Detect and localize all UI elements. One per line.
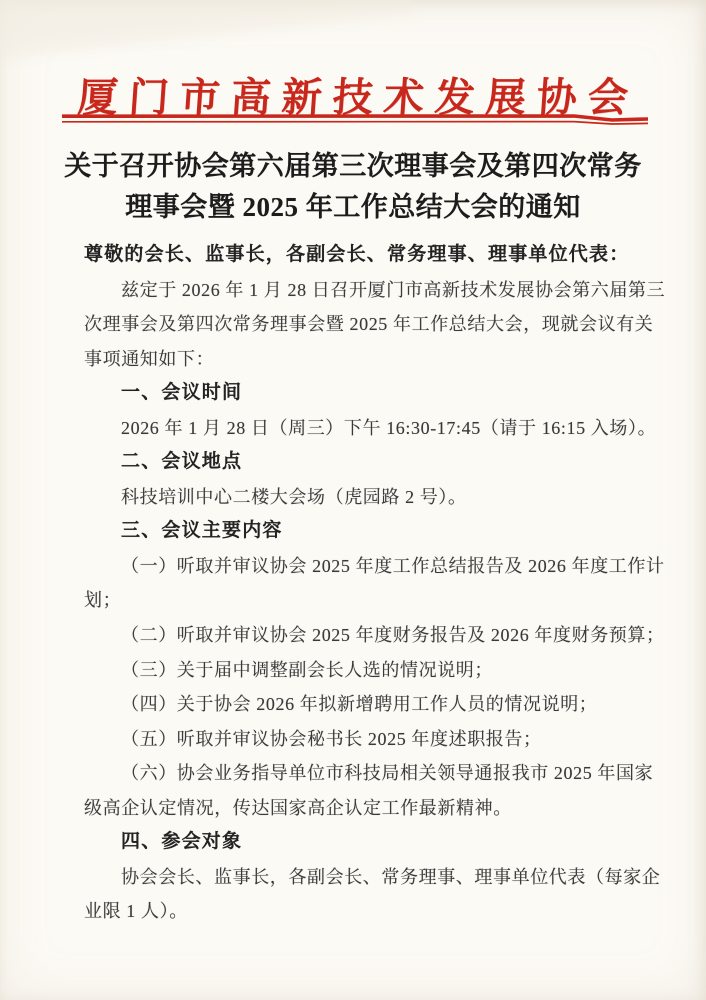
body-line: （一）听取并审议协会 2025 年度工作总结报告及 2026 年度工作计 [121, 555, 665, 576]
scan-edge-artifact [0, 0, 413, 64]
body-line: （六）协会业务指导单位市科技局相关领导通报我市 2025 年国家 [121, 763, 654, 784]
notice-title-line-1: 关于召开协会第六届第三次理事会及第四次常务 [64, 151, 642, 181]
body-line: 2026 年 1 月 28 日（周三）下午 16:30-17:45（请于 16:15 入场）。 [121, 417, 657, 438]
body-line: 协会会长、监事长，各副会长、常务理事、理事单位代表（每家企 [121, 866, 661, 887]
body-line: 尊敬的会长、监事长，各副会长、常务理事、理事单位代表： [84, 244, 630, 265]
body-line: 一、会议时间 [121, 382, 243, 404]
notice-title [0, 146, 706, 228]
body-line: 科技培训中心二楼大会场（虎园路 2 号）。 [121, 486, 467, 507]
body-line: （三）关于届中调整副会长人选的情况说明； [121, 659, 493, 680]
body-line: 四、参会对象 [121, 831, 243, 853]
body-line: 三、会议主要内容 [121, 520, 283, 542]
body-line: 划； [84, 590, 122, 611]
body-line: （四）关于协会 2026 年拟新增聘用工作人员的情况说明； [121, 694, 598, 715]
body-line: 二、会议地点 [121, 451, 243, 473]
notice-title-line-2: 理事会暨 2025 年工作总结大会的通知 [125, 192, 581, 222]
body-line: 业限 1 人）。 [84, 901, 188, 922]
body-line: 级高企认定情况，传达国家高企认定工作最新精神。 [84, 797, 512, 818]
body-lines [0, 238, 706, 929]
body-line: （五）听取并审议协会秘书长 2025 年度述职报告； [121, 728, 542, 749]
double-rule-graphic [62, 113, 648, 127]
letterhead-underline [62, 113, 648, 127]
body-line: 事项通知如下： [84, 348, 215, 369]
org-name: 厦门市高新技术发展协会 [76, 75, 641, 120]
body-line: 兹定于 2026 年 1 月 28 日召开厦门市高新技术发展协会第六届第三 [121, 279, 666, 300]
body-line: （二）听取并审议协会 2025 年度财务报告及 2026 年度财务预算； [121, 625, 665, 646]
body-line: 次理事会及第四次常务理事会暨 2025 年工作总结大会，现就会议有关 [84, 314, 654, 335]
